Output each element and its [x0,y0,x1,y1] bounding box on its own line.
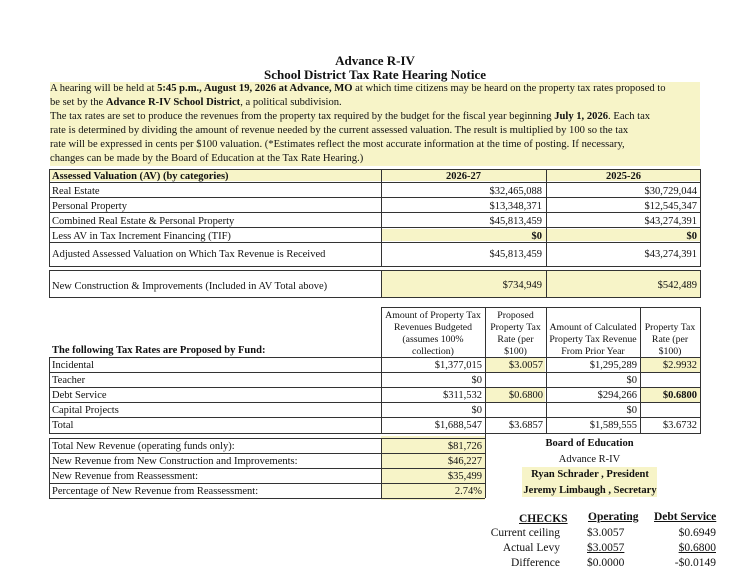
fund-label: Incidental [52,360,94,371]
new-construction-2025: $542,489 [657,280,697,291]
board-title: Board of Education [545,438,634,449]
av-row-label: Real Estate [52,186,100,197]
fund-label: Total [52,420,74,431]
board-district: Advance R-IV [558,454,621,465]
summary-label: New Revenue from New Construction and Improvements: [52,456,298,467]
fund-prior-revenue: $1,589,555 [589,420,637,431]
fund-prior-revenue: $1,295,289 [589,360,637,371]
av-value: $45,813,459 [489,216,542,227]
av-value: $32,465,088 [489,186,542,197]
intro-line-2: be set by the Advance R-IV School District, a political subdivision. [50,96,700,110]
intro-line-3: The tax rates are set to produce the revenues from the property tax required by the budget for the fiscal year beginning July 1, 2026. Each tax [50,110,700,124]
av-value: $45,813,459 [489,249,542,260]
av-col-2025: 2025-26 [606,171,641,182]
checks-operating-value: $0.0000 [587,557,625,569]
header-revenues-budgeted: Amount of Property Tax Revenues Budgeted (assumes 100% collection) [385,310,481,357]
fund-proposed-rate: $3.6857 [508,420,543,431]
summary-label: Percentage of New Revenue from Reassessment: [52,486,259,497]
summary-label: Total New Revenue (operating funds only): [52,441,235,452]
checks-row-label: Actual Levy [502,542,560,554]
fund-label: Debt Service [52,390,107,401]
fund-budgeted: $1,377,015 [434,360,482,371]
checks-row-label: Current ceiling [490,527,560,539]
av-value: $0 [531,231,542,242]
board-secretary: Jeremy Limbaugh , Secretary [523,485,657,496]
fund-prior-revenue: $0 [626,405,637,416]
intro-line-5: rate will be expressed in cents per $100 valuation. (*Estimates reflect the most accurate information at the time of posting. If necessary, [50,138,700,152]
av-row-label: Combined Real Estate & Personal Property [52,216,235,227]
summary-value: $81,726 [447,441,482,452]
checks-debt-value: -$0.0149 [674,557,716,569]
checks-operating-value: $3.0057 [587,542,625,554]
av-value: $43,274,391 [644,216,697,227]
intro-line-1: A hearing will be held at 5:45 p.m., August 19, 2026 at Advance, MO at which time citizens may be heard on the property tax rates proposed to [50,82,700,96]
checks-debt-value: $0.6949 [678,527,716,539]
summary-label: New Revenue from Reassessment: [52,471,199,482]
av-row-label: Adjusted Assessed Valuation on Which Tax Revenue is Received [52,249,326,260]
fund-prior-revenue: $294,266 [597,390,637,401]
notice-title: School District Tax Rate Hearing Notice [263,67,487,82]
fund-proposed-rate: $0.6800 [508,390,543,401]
av-value: $0 [686,231,697,242]
fund-label: Capital Projects [52,405,119,416]
summary-value: $46,227 [447,456,482,467]
board-president: Ryan Schrader , President [531,469,649,480]
checks-debt-header: Debt Service [654,511,717,523]
av-row-label: Less AV in Tax Increment Financing (TIF) [52,231,231,242]
rates-section-label: The following Tax Rates are Proposed by Fund: [52,345,266,356]
header-prior-revenue: Amount of Calculated Property Tax Revenue From Prior Year [549,322,637,357]
checks-debt-value: $0.6800 [678,542,716,554]
av-value: $13,348,371 [489,201,542,212]
header-proposed-rate: Proposed Property Tax Rate (per $100) [490,310,541,357]
av-value: $43,274,391 [644,249,697,260]
new-construction-label: New Construction & Improvements (Included in AV Total above) [52,281,328,292]
summary-value: $35,499 [447,471,482,482]
intro-line-4: rate is determined by dividing the amount of revenue needed by the current assessed valuation. The result is multiplied by 100 so the tax [50,124,700,138]
av-value: $12,545,347 [644,201,697,212]
fund-prior-revenue: $0 [626,375,637,386]
checks-operating-header: Operating [588,511,639,523]
summary-value: 2.74% [454,486,482,497]
checks-row-label: Difference [511,557,560,569]
fund-budgeted: $0 [471,405,482,416]
av-value: $30,729,044 [644,186,697,197]
fund-prior-rate: $0.6800 [662,390,697,401]
fund-budgeted: $1,688,547 [434,420,482,431]
av-col-2026: 2026-27 [446,171,481,182]
fund-prior-rate: $3.6732 [662,420,697,431]
checks-header: CHECKS [519,513,568,525]
fund-proposed-rate: $3.0057 [508,360,543,371]
av-row-label: Personal Property [52,201,127,212]
fund-label: Teacher [52,375,86,386]
fund-prior-rate: $2.9932 [662,360,697,371]
checks-operating-value: $3.0057 [587,527,625,539]
header-prior-rate: Property Tax Rate (per $100) [644,322,696,357]
intro-line-6: changes can be made by the Board of Education at the Tax Rate Hearing.) [50,152,700,166]
notice-district-title: Advance R-IV [335,53,415,68]
fund-budgeted: $311,532 [443,390,482,401]
fund-budgeted: $0 [471,375,482,386]
av-header: Assessed Valuation (AV) (by categories) [52,171,229,182]
new-construction-2026: $734,949 [502,280,542,291]
